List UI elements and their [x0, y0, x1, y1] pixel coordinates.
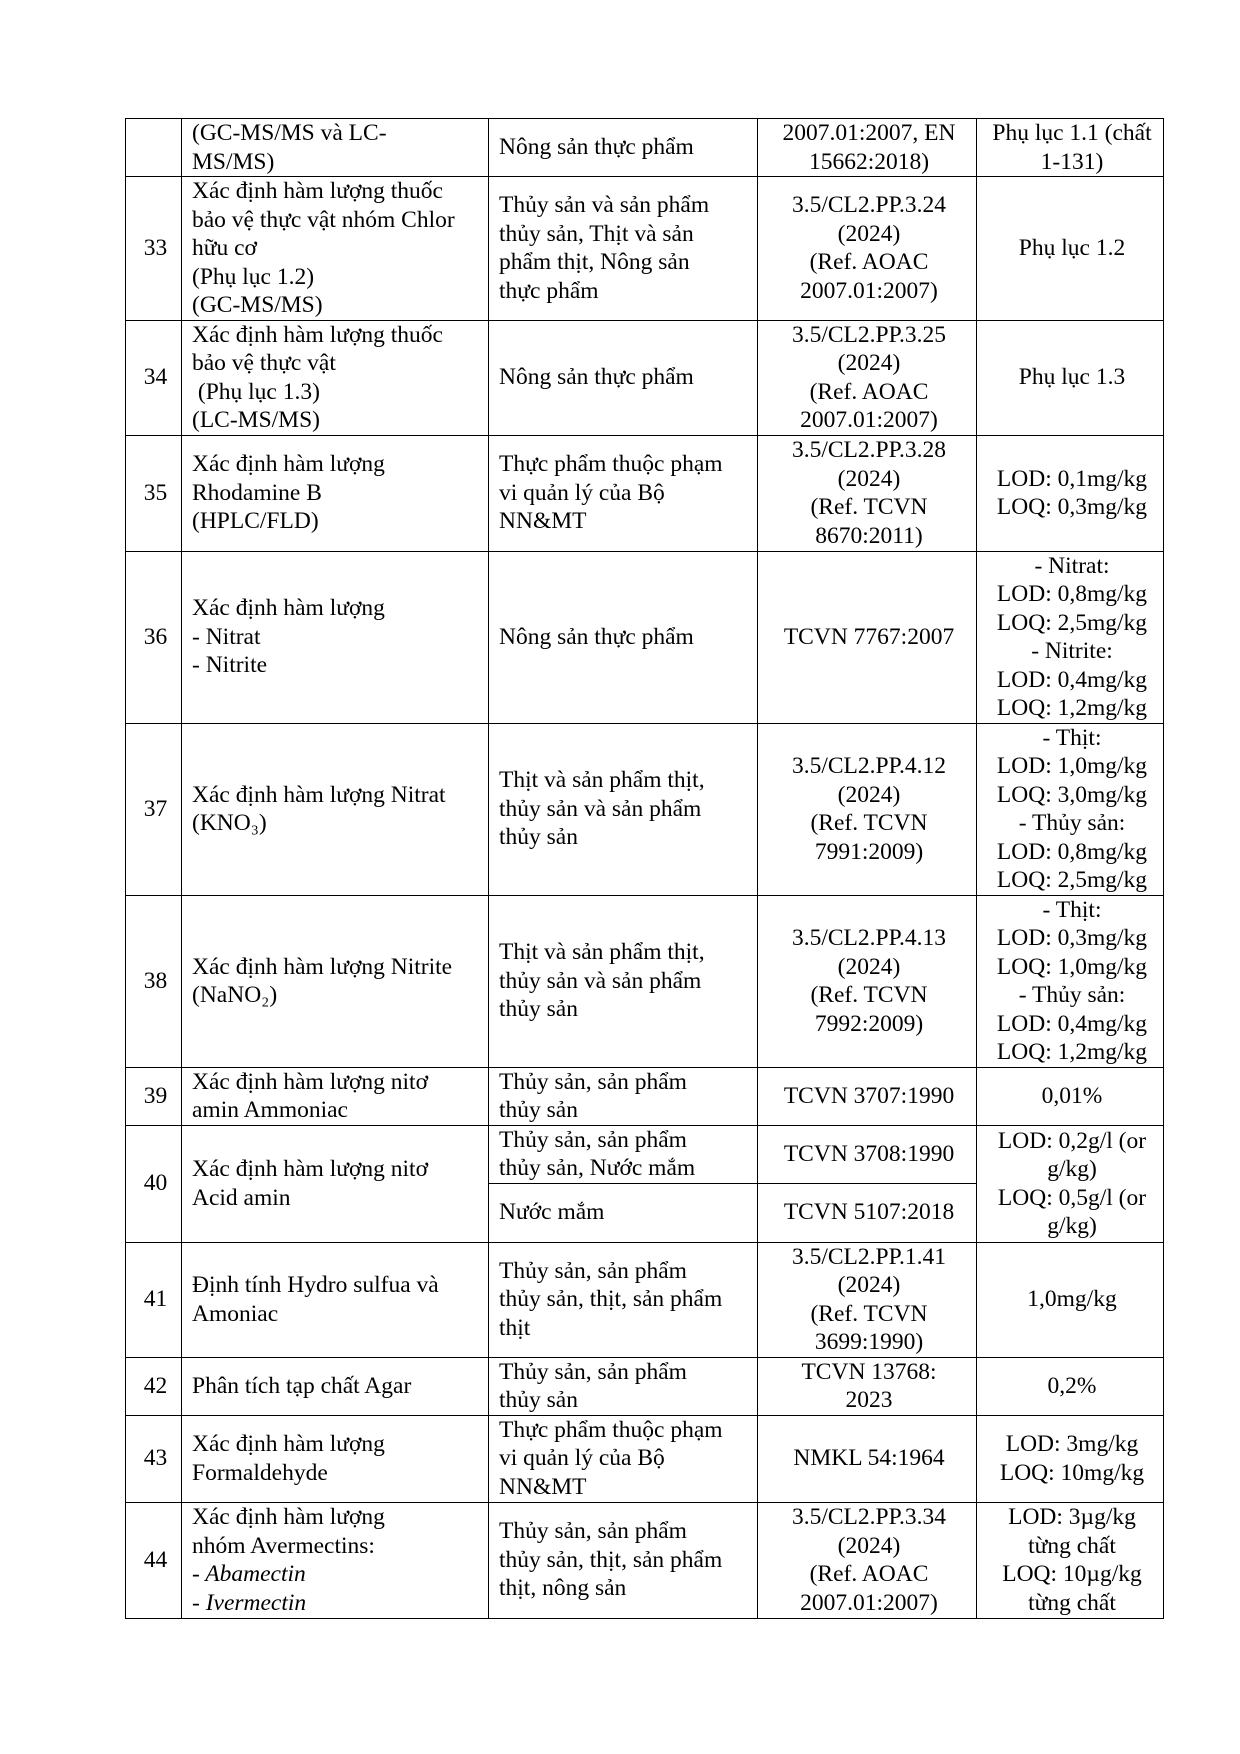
- indicator-cell-line: - Nitrat: [192, 623, 261, 650]
- sample-matrix-cell-line: vi quản lý của Bộ: [499, 479, 665, 506]
- test-method-cell: [758, 723, 977, 895]
- table-body: [126, 119, 1164, 1619]
- sample-matrix-cell: [489, 723, 758, 895]
- sample-matrix-cell: [489, 1502, 758, 1618]
- indicator-cell-line-italic: - Ivermectin: [192, 1589, 307, 1616]
- test-method-cell: [758, 119, 977, 177]
- detection-limit-cell-line: LOQ: 1,0mg/kg: [996, 953, 1148, 980]
- sample-matrix-cell-line: thực phẩm: [499, 277, 599, 304]
- detection-limit-cell-line: LOQ: 2,5mg/kg: [996, 867, 1148, 893]
- detection-limit-cell-line: 0,01%: [1041, 1082, 1103, 1109]
- sample-matrix-cell-line: NN&MT: [499, 1473, 587, 1500]
- sample-matrix-cell-line: Thủy sản, sản phẩm: [499, 1126, 687, 1153]
- test-method-cell: [758, 895, 977, 1067]
- detection-limit-cell-line: 1-131): [1040, 148, 1104, 175]
- test-method-cell-line: 2007.01:2007): [800, 277, 938, 304]
- indicator-cell: [182, 435, 489, 551]
- sample-matrix-cell-line: Nông sản thực phẩm: [499, 364, 694, 391]
- detection-limit-cell: [977, 435, 1164, 551]
- table-row: [126, 1357, 1164, 1415]
- table-row: [126, 119, 1164, 177]
- sample-matrix-cell-line: Thủy sản, sản phẩm: [499, 1068, 687, 1095]
- test-method-cell-line: 3.5/CL2.PP.3.24: [791, 192, 947, 219]
- sample-matrix-cell-line: thủy sản, Thịt và sản: [499, 220, 694, 247]
- indicator-cell-line: Xác định hàm lượng nitơ: [192, 1068, 428, 1095]
- test-method-cell-line: (2024): [837, 781, 901, 808]
- detection-limit-cell-line: Phụ lục 1.1 (chất: [992, 120, 1152, 146]
- detection-limit-cell: [977, 895, 1164, 1067]
- indicator-cell-line: Phân tích tạp chất Agar: [192, 1372, 412, 1399]
- test-method-cell-line: 3.5/CL2.PP.1.41: [791, 1243, 947, 1270]
- detection-limit-cell-line: - Thịt:: [1042, 724, 1102, 751]
- test-method-cell-line: 3.5/CL2.PP.4.12: [791, 753, 947, 779]
- test-methods-table: [125, 118, 1164, 1619]
- test-method-cell-line: (Ref. AOAC: [809, 249, 929, 276]
- sample-matrix-cell-line: Thịt và sản phẩm thịt,: [499, 939, 705, 966]
- test-method-cell-line: 2007.01:2007): [800, 1589, 938, 1616]
- test-method-cell: [758, 1125, 977, 1183]
- test-method-cell-line: (2024): [837, 350, 901, 376]
- detection-limit-cell-line: g/kg): [1047, 1156, 1097, 1182]
- detection-limit-cell-line: 1,0mg/kg: [1027, 1286, 1117, 1313]
- detection-limit-cell-line: LOD: 3mg/kg: [1005, 1431, 1139, 1457]
- row-number: 36: [126, 551, 182, 723]
- indicator-cell-line: (GC-MS/MS và LC-: [192, 120, 387, 146]
- table-row: [126, 1415, 1164, 1502]
- indicator-cell: [182, 551, 489, 723]
- sample-matrix-cell: [489, 1242, 758, 1357]
- test-method-cell-line: 2023: [845, 1387, 893, 1413]
- detection-limit-cell-line: LOQ: 0,5g/l (or: [997, 1184, 1147, 1211]
- row-number: 33: [126, 177, 182, 321]
- indicator-cell-line: MS/MS): [192, 148, 275, 175]
- detection-limit-cell-line: - Nitrat:: [1034, 552, 1110, 579]
- indicator-cell: [182, 1415, 489, 1502]
- row-number: 44: [126, 1502, 182, 1618]
- test-method-cell: [758, 320, 977, 435]
- indicator-cell-line: Xác định hàm lượng Nitrite: [192, 953, 453, 980]
- test-method-cell: [758, 1067, 977, 1125]
- indicator-cell-line: (HPLC/FLD): [192, 508, 319, 535]
- sample-matrix-cell-line: vi quản lý của Bộ: [499, 1445, 665, 1472]
- indicator-cell-line: (Phụ lục 1.3): [192, 378, 320, 405]
- test-method-cell-line: 3.5/CL2.PP.3.34: [791, 1504, 947, 1530]
- detection-limit-cell-line: Phụ lục 1.2: [1018, 235, 1126, 261]
- sample-matrix-cell-line: thịt, nông sản: [499, 1575, 627, 1602]
- indicator-cell-line: Formaldehyde: [192, 1459, 328, 1486]
- indicator-cell: [182, 1242, 489, 1357]
- table-row: [126, 1125, 1164, 1183]
- detection-limit-cell-line: Phụ lục 1.3: [1018, 364, 1126, 391]
- detection-limit-cell-line: 0,2%: [1047, 1372, 1097, 1399]
- test-method-cell-line: NMKL 54:1964: [793, 1445, 945, 1472]
- indicator-cell-line: nhóm Avermectins:: [192, 1532, 375, 1559]
- sample-matrix-cell-line: thủy sản và sản phẩm: [499, 967, 702, 994]
- detection-limit-cell: [977, 1415, 1164, 1502]
- indicator-cell-line: Xác định hàm lượng Nitrat: [192, 781, 446, 808]
- sample-matrix-cell-line: Thực phẩm thuộc phạm: [499, 1416, 723, 1443]
- sample-matrix-cell: [489, 435, 758, 551]
- sample-matrix-cell: [489, 1067, 758, 1125]
- sample-matrix-cell: [489, 1183, 758, 1242]
- indicator-cell-line: (NaNO₂): [192, 982, 278, 1008]
- table-row: [126, 1242, 1164, 1357]
- indicator-cell-line: - Nitrite: [192, 652, 268, 679]
- row-number: 41: [126, 1242, 182, 1357]
- row-number: 43: [126, 1415, 182, 1502]
- sample-matrix-cell-line: NN&MT: [499, 508, 587, 535]
- test-method-cell-line: 8670:2011): [815, 522, 923, 549]
- sample-matrix-cell-line: phẩm thịt, Nông sản: [499, 249, 690, 276]
- test-method-cell-line: 2007.01:2007, EN: [782, 120, 956, 146]
- row-number: 38: [126, 895, 182, 1067]
- sample-matrix-cell-line: thủy sản, thịt, sản phẩm: [499, 1286, 723, 1313]
- detection-limit-cell-line: LOQ: 2,5mg/kg: [996, 609, 1148, 636]
- sample-matrix-cell-line: Thủy sản, sản phẩm: [499, 1358, 687, 1385]
- sample-matrix-cell-line: thủy sản: [499, 824, 578, 851]
- sample-matrix-cell: [489, 1357, 758, 1415]
- detection-limit-cell-line: - Thủy sản:: [1018, 810, 1126, 836]
- sample-matrix-cell-line: thịt: [499, 1314, 531, 1341]
- test-method-cell-line: (Ref. AOAC: [809, 378, 929, 405]
- row-number: 35: [126, 435, 182, 551]
- test-method-cell-line: 3.5/CL2.PP.4.13: [791, 925, 947, 951]
- table-row: [126, 895, 1164, 1067]
- indicator-cell-line: Xác định hàm lượng: [192, 451, 385, 478]
- sample-matrix-cell-line: thủy sản: [499, 1387, 578, 1413]
- detection-limit-cell-line: từng chất: [1028, 1532, 1116, 1559]
- row-number: 37: [126, 723, 182, 895]
- test-method-cell-line: TCVN 13768:: [801, 1358, 937, 1385]
- test-method-cell: [758, 435, 977, 551]
- indicator-cell-line: (KNO₃): [192, 810, 267, 836]
- detection-limit-cell: [977, 177, 1164, 321]
- indicator-cell: [182, 119, 489, 177]
- indicator-cell: [182, 1125, 489, 1242]
- sample-matrix-cell-line: Thủy sản và sản phẩm: [499, 192, 710, 219]
- indicator-cell-line: (Phụ lục 1.2): [192, 263, 315, 290]
- detection-limit-cell-line: LOD: 0,2g/l (or: [997, 1127, 1147, 1154]
- indicator-cell-line: Amoniac: [192, 1300, 279, 1327]
- row-number: 39: [126, 1067, 182, 1125]
- test-method-cell-line: 2007.01:2007): [800, 407, 938, 433]
- indicator-cell-line: Xác định hàm lượng thuốc: [192, 178, 443, 204]
- test-method-cell: [758, 1415, 977, 1502]
- detection-limit-cell: [977, 1502, 1164, 1618]
- sample-matrix-cell-line: Nước mắm: [499, 1199, 605, 1226]
- test-method-cell-line: 3699:1990): [814, 1329, 924, 1355]
- detection-limit-cell: [977, 1242, 1164, 1357]
- test-method-cell: [758, 1183, 977, 1242]
- table-row: [126, 320, 1164, 435]
- test-method-cell: [758, 1357, 977, 1415]
- detection-limit-cell-line: LOD: 1,0mg/kg: [996, 753, 1148, 779]
- sample-matrix-cell-line: Nông sản thực phẩm: [499, 623, 694, 650]
- test-method-cell-line: 3.5/CL2.PP.3.25: [791, 321, 947, 348]
- test-method-cell-line: 7992:2009): [814, 1010, 924, 1037]
- test-method-cell-line: TCVN 5107:2018: [783, 1199, 955, 1226]
- detection-limit-cell-line: - Thủy sản:: [1018, 982, 1126, 1008]
- detection-limit-cell-line: LOD: 0,4mg/kg: [996, 1010, 1148, 1037]
- test-method-cell-line: (Ref. TCVN: [810, 1300, 928, 1327]
- test-method-cell-line: 7991:2009): [814, 838, 924, 865]
- sample-matrix-cell: [489, 895, 758, 1067]
- indicator-cell-line: (GC-MS/MS): [192, 292, 323, 318]
- test-method-cell-line: (2024): [837, 465, 901, 492]
- test-method-cell-line: 3.5/CL2.PP.3.28: [791, 437, 947, 463]
- detection-limit-cell-line: LOQ: 10mg/kg: [999, 1459, 1145, 1486]
- detection-limit-cell-line: LOQ: 3,0mg/kg: [996, 781, 1148, 808]
- sample-matrix-cell-line: thủy sản: [499, 1097, 578, 1123]
- sample-matrix-cell: [489, 1415, 758, 1502]
- table-row: [126, 435, 1164, 551]
- detection-limit-cell-line: LOQ: 1,2mg/kg: [996, 1039, 1148, 1065]
- indicator-cell-line: Xác định hàm lượng: [192, 1431, 385, 1457]
- detection-limit-cell-line: - Thịt:: [1042, 896, 1102, 923]
- test-method-cell: [758, 551, 977, 723]
- detection-limit-cell-line: LOD: 0,8mg/kg: [996, 581, 1148, 607]
- sample-matrix-cell: [489, 551, 758, 723]
- sample-matrix-cell-line: Thủy sản, sản phẩm: [499, 1518, 687, 1545]
- test-method-cell-line: (Ref. AOAC: [809, 1561, 929, 1587]
- indicator-cell-line: Xác định hàm lượng: [192, 595, 385, 622]
- sample-matrix-cell-line: Nông sản thực phẩm: [499, 134, 694, 161]
- test-method-cell-line: (2024): [837, 1532, 901, 1559]
- sample-matrix-cell-line: thủy sản: [499, 996, 578, 1023]
- row-number: [126, 119, 182, 177]
- indicator-cell-line: Định tính Hydro sulfua và: [192, 1272, 439, 1298]
- indicator-cell-line: bảo vệ thực vật nhóm Chlor: [192, 206, 455, 233]
- indicator-cell-line-italic: - Abamectin: [192, 1561, 306, 1587]
- detection-limit-cell-line: LOD: 3µg/kg: [1008, 1504, 1136, 1530]
- table-row: [126, 1067, 1164, 1125]
- indicator-cell-line: hữu cơ: [192, 235, 257, 261]
- indicator-cell-line: Rhodamine B: [192, 479, 322, 506]
- sample-matrix-cell-line: Thịt và sản phẩm thịt,: [499, 767, 705, 794]
- detection-limit-cell-line: LOQ: 1,2mg/kg: [996, 695, 1148, 721]
- sample-matrix-cell: [489, 177, 758, 321]
- test-method-cell: [758, 177, 977, 321]
- detection-limit-cell-line: - Nitrite:: [1031, 638, 1113, 664]
- row-number: 34: [126, 320, 182, 435]
- detection-limit-cell: [977, 723, 1164, 895]
- test-method-cell-line: (2024): [837, 220, 901, 247]
- detection-limit-cell-line: LOD: 0,4mg/kg: [996, 666, 1148, 693]
- detection-limit-cell-line: từng chất: [1028, 1589, 1116, 1616]
- indicator-cell-line: (LC-MS/MS): [192, 407, 320, 433]
- detection-limit-cell-line: g/kg): [1047, 1213, 1097, 1239]
- sample-matrix-cell: [489, 1125, 758, 1183]
- row-number: 42: [126, 1357, 182, 1415]
- detection-limit-cell: [977, 320, 1164, 435]
- detection-limit-cell-line: LOQ: 0,3mg/kg: [996, 494, 1148, 520]
- sample-matrix-cell-line: thủy sản, thịt, sản phẩm: [499, 1546, 723, 1573]
- test-method-cell-line: 15662:2018): [808, 148, 930, 175]
- table-row: [126, 1502, 1164, 1618]
- detection-limit-cell-line: LOQ: 10µg/kg: [1002, 1561, 1142, 1587]
- indicator-cell: [182, 723, 489, 895]
- indicator-cell: [182, 177, 489, 321]
- row-number: 40: [126, 1125, 182, 1242]
- indicator-cell: [182, 1067, 489, 1125]
- sample-matrix-cell-line: Thủy sản, sản phẩm: [499, 1257, 687, 1284]
- indicator-cell: [182, 320, 489, 435]
- indicator-cell-line: amin Ammoniac: [192, 1097, 348, 1123]
- test-method-cell-line: (Ref. TCVN: [810, 494, 928, 520]
- test-method-cell-line: (Ref. TCVN: [810, 810, 928, 836]
- indicator-cell-line: Xác định hàm lượng thuốc: [192, 321, 443, 348]
- test-method-cell-line: TCVN 7767:2007: [783, 623, 955, 650]
- table-row: [126, 177, 1164, 321]
- detection-limit-cell-line: LOD: 0,8mg/kg: [996, 838, 1148, 865]
- test-method-cell-line: (2024): [837, 953, 901, 980]
- indicator-cell: [182, 1502, 489, 1618]
- indicator-cell-line: Xác định hàm lượng: [192, 1504, 385, 1530]
- detection-limit-cell: [977, 551, 1164, 723]
- sample-matrix-cell: [489, 119, 758, 177]
- sample-matrix-cell-line: Thực phẩm thuộc phạm: [499, 451, 723, 478]
- indicator-cell: [182, 895, 489, 1067]
- test-method-cell: [758, 1242, 977, 1357]
- test-method-cell-line: (2024): [837, 1272, 901, 1298]
- detection-limit-cell-line: LOD: 0,3mg/kg: [996, 925, 1148, 951]
- test-method-cell-line: TCVN 3707:1990: [783, 1082, 955, 1109]
- test-method-cell-line: TCVN 3708:1990: [783, 1140, 955, 1167]
- test-method-cell: [758, 1502, 977, 1618]
- detection-limit-cell: [977, 1067, 1164, 1125]
- indicator-cell-line: Acid amin: [192, 1184, 291, 1211]
- sample-matrix-cell: [489, 320, 758, 435]
- indicator-cell-line: Xác định hàm lượng nitơ: [192, 1156, 428, 1182]
- indicator-cell-line: bảo vệ thực vật: [192, 350, 336, 376]
- indicator-cell: [182, 1357, 489, 1415]
- test-method-cell-line: (Ref. TCVN: [810, 982, 928, 1008]
- sample-matrix-cell-line: thủy sản, Nước mắm: [499, 1155, 696, 1181]
- sample-matrix-cell-line: thủy sản và sản phẩm: [499, 795, 702, 822]
- table-row: [126, 551, 1164, 723]
- table-row: [126, 723, 1164, 895]
- detection-limit-cell-line: LOD: 0,1mg/kg: [996, 465, 1148, 492]
- detection-limit-cell: [977, 119, 1164, 177]
- detection-limit-cell: [977, 1357, 1164, 1415]
- detection-limit-cell: [977, 1125, 1164, 1242]
